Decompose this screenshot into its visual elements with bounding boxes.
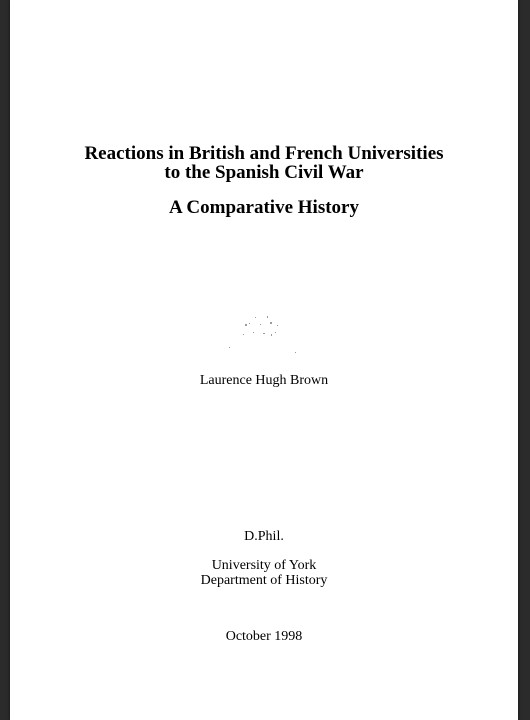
document-page[interactable] bbox=[10, 0, 518, 720]
title-line-1: Reactions in British and French Universities bbox=[84, 143, 444, 164]
university: University of York bbox=[211, 558, 317, 573]
degree: D.Phil. bbox=[244, 529, 284, 544]
department: Department of History bbox=[200, 573, 328, 588]
submission-date: October 1998 bbox=[225, 629, 303, 644]
author-name: Laurence Hugh Brown bbox=[199, 373, 329, 388]
scan-noise-mark bbox=[215, 312, 305, 358]
title-line-2: to the Spanish Civil War bbox=[164, 162, 364, 183]
subtitle: A Comparative History bbox=[169, 197, 359, 218]
